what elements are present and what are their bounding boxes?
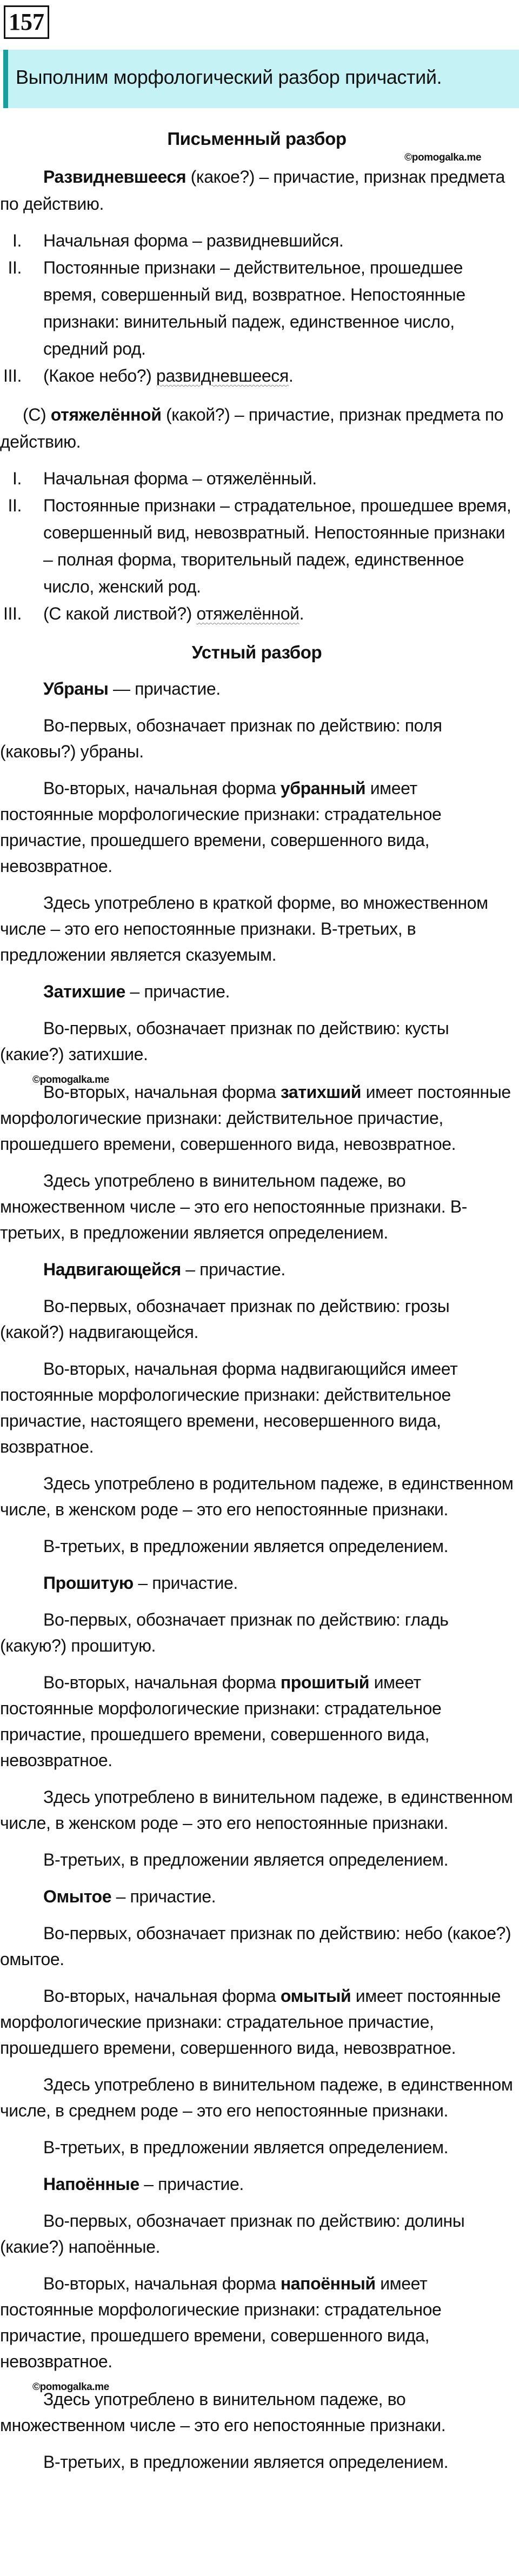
text-segment: Во-вторых, начальная форма [43,1082,281,1102]
roman-list [0,227,514,389]
roman-numeral: III. [3,604,22,623]
text-segment: – причастие. [139,2174,244,2194]
text-segment: В-третьих, в предложении является определением. [43,2452,449,2472]
roman-numeral: II. [8,258,22,277]
participle-word: Напоённые [43,2174,139,2194]
text-segment: имеет постоянные морфологические признаки: страдательное причастие, прошедшего времени, совершенного вида, невозвратное. [0,1673,442,1770]
paragraph [0,2449,514,2475]
watermark: ©pomogalka.me [404,152,481,163]
roman-numeral: I. [12,469,22,488]
text-segment: Во-первых, обозначает признак по действию: долины (какие?) напоённые. [0,2211,465,2257]
roman-list [0,465,514,627]
paragraph [0,2171,514,2197]
task-number-box [4,5,49,39]
text-segment: Начальная форма – развидневшийся. [43,231,344,250]
paragraph [0,401,514,455]
text-segment: Постоянные признаки – действительное, прошедшее время, совершенный вид, возвратное. Непостоянные признаки: винительный падеж, единственное число, средний род. [43,258,465,358]
paragraph [0,1256,514,1282]
text-segment: имеет постоянные морфологические признаки: страдательное причастие, прошедшего времени, совершенного вида, невозвратное. [0,778,442,876]
participle-word: напоённый [280,2274,376,2293]
watermark: ©pomogalka.me [32,2381,109,2393]
paragraph [0,713,514,764]
list-item-text [43,227,514,254]
text-segment: Здесь употреблено в винительном падеже, в единственном числе, в среднем роде – это его непостоянные признаки. [0,2075,513,2120]
text-segment: В-третьих, в предложении является определением. [43,2138,449,2157]
paragraph [0,1015,514,1067]
underlined-word: развидневшееся [156,366,289,385]
participle-word: Убраны [43,679,109,698]
paragraph [0,1533,514,1559]
list-item [0,227,514,254]
text-segment: (какое?) – причастие, признак предмета по действию. [0,167,505,214]
roman-numeral: III. [3,366,22,385]
text-segment: (С какой листвой?) [43,604,197,623]
list-item [0,362,514,389]
text-segment: Во-первых, обозначает признак по действию: кусты (какие?) затихшие. [0,1019,449,1064]
task-banner-text: Выполним морфологический разбор причастий. [16,66,442,88]
text-segment: имеет постоянные морфологические признаки: действительное причастие, прошедшего времени, совершенного вида, невозвратное. [0,1082,511,1154]
paragraph [0,2072,514,2124]
paragraph [0,1079,514,1157]
participle-word: убранный [280,778,366,798]
list-item [0,492,514,600]
text-segment: Начальная форма – отяжелённый. [43,469,317,488]
participle-word: Затихшие [43,982,125,1001]
text-segment: Здесь употреблено в краткой форме, во множественном числе – это его непостоянные признаки. В-третьих, в предложении является сказуемым. [0,893,488,964]
paragraph [0,2208,514,2260]
participle-word: затихший [280,1082,362,1102]
written-heading: Письменный разбор [167,129,347,149]
oral-heading: Устный разбор [191,642,322,662]
text-segment: Во-вторых, начальная форма [43,1986,281,2006]
written-analysis [0,163,514,627]
paragraph [0,1883,514,1909]
text-segment: Во-первых, обозначает признак по действию: небо (какое?) омытое. [0,1923,511,1969]
paragraph [0,1784,514,1836]
list-item-text [43,600,514,627]
text-segment: В-третьих, в предложении является определением. [43,1536,449,1556]
list-item-text [43,362,514,389]
text-segment: — причастие. [108,679,221,698]
text-segment: имеет постоянные морфологические признаки: страдательное причастие, прошедшего времени, совершенного вида, невозвратное. [0,2274,442,2371]
participle-word: Надвигающейся [43,1260,181,1279]
list-item [0,254,514,362]
text-segment: (какой?) – причастие, признак предмета по действию. [0,405,504,451]
list-item [0,465,514,492]
participle-word: Омытое [43,1887,112,1906]
text-segment: Во-вторых, начальная форма [43,2274,281,2293]
oral-analysis [0,676,514,2475]
paragraph [0,163,514,217]
text-segment: Во-вторых, начальная форма надвигающийся имеет постоянные морфологические признаки: действительное причастие, настоящего времени, несовершенного вида, возвратное. [0,1359,458,1456]
paragraph [0,1168,514,1246]
text-segment: – причастие. [125,982,230,1001]
text-segment: – причастие. [181,1260,285,1279]
paragraph [0,1356,514,1460]
paragraph [0,1570,514,1596]
paragraph [0,1470,514,1522]
text-segment: Во-первых, обозначает признак по действию: гладь (какую?) прошитую. [0,1610,449,1655]
list-item-text [43,492,514,600]
paragraph [0,1983,514,2061]
paragraph [0,2386,514,2438]
list-item [0,600,514,627]
text-segment: Во-первых, обозначает признак по действию: грозы (какой?) надвигающейся. [0,1296,450,1342]
roman-numeral: I. [12,231,22,250]
participle-word: прошитый [280,1673,370,1692]
list-item-text [43,465,514,492]
text-segment: имеет постоянные морфологические признаки: страдательное причастие, прошедшего времени, совершенного вида, невозвратное. [0,1986,501,2058]
task-number: 157 [9,9,44,35]
text-segment: – причастие. [111,1887,216,1906]
participle-word: Развидневшееся [43,167,187,187]
watermark: ©pomogalka.me [32,1074,109,1086]
text-segment: В-третьих, в предложении является определением. [43,1850,449,1869]
paragraph [0,1669,514,1773]
text-segment: . [288,366,294,385]
text-segment: (Какое небо?) [43,366,156,385]
task-banner [3,50,519,108]
text-segment: Здесь употреблено в родительном падеже, в единственном числе, в женском роде – это его непостоянные признаки. [0,1474,514,1519]
text-segment: Постоянные признаки – страдательное, прошедшее время, совершенный вид, невозвратный. Непостоянные признаки – полная форма, творительный падеж, единственное число, женский род. [43,496,511,596]
text-segment: Здесь употреблено в винительном падеже, во множественном числе – это его непостоянные признаки. В-третьих, в предложении является определением. [0,1171,467,1242]
text-segment: – причастие. [133,1573,238,1593]
paragraph [0,890,514,968]
text-segment: Во-вторых, начальная форма [43,1673,281,1692]
participle-word: омытый [280,1986,351,2006]
paragraph [0,676,514,702]
underlined-word: отяжелённой [196,604,300,623]
paragraph [0,2134,514,2160]
paragraph [0,1293,514,1345]
paragraph [0,1847,514,1873]
text-segment: . [299,604,304,623]
paragraph [0,1607,514,1659]
paragraph [0,775,514,879]
content [0,125,514,2486]
text-segment: Здесь употреблено в винительном падеже, в единственном числе, в женском роде – это его непостоянные признаки. [0,1787,513,1833]
text-segment: Здесь употреблено в винительном падеже, во множественном числе – это его непостоянные признаки. [0,2389,446,2435]
list-item-text [43,254,514,362]
paragraph [0,1920,514,1972]
text-segment: Во-вторых, начальная форма [43,778,281,798]
text-segment: Во-первых, обозначает признак по действию: поля (каковы?) убраны. [0,716,442,761]
paragraph [0,979,514,1004]
participle-word: Прошитую [43,1573,134,1593]
participle-word: отяжелённой [50,405,162,424]
text-segment: (С) [23,405,51,424]
paragraph [0,2271,514,2374]
roman-numeral: II. [8,496,22,515]
